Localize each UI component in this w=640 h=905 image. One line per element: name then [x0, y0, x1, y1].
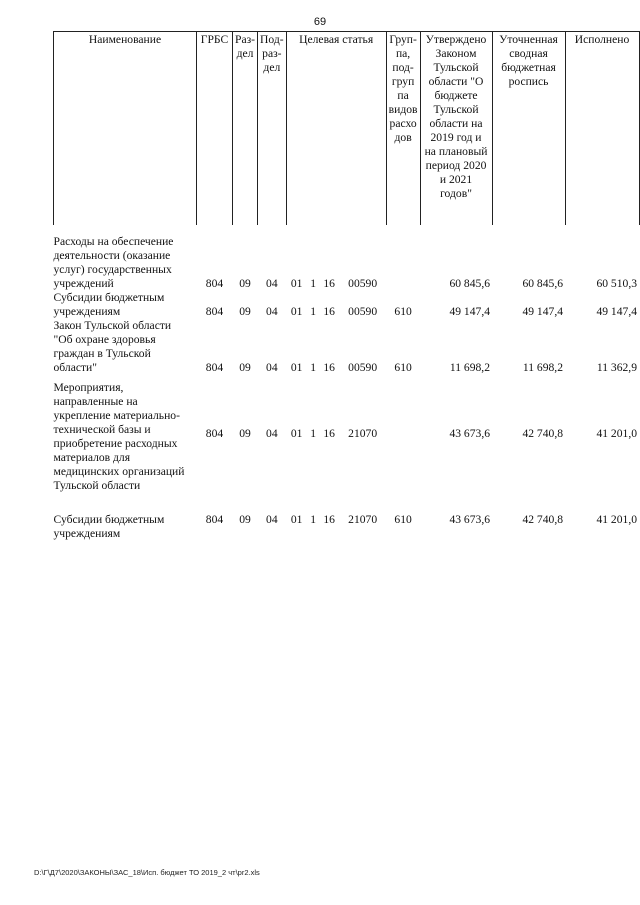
header-target-article: Целевая статья — [286, 32, 386, 226]
row-approved: 43 673,6 — [449, 513, 491, 526]
row-grbs: 804 — [205, 427, 224, 440]
row-podrazdel: 04 — [266, 305, 278, 318]
row-name: Мероприятия, направленные на укрепление материально-технической базы и приобретение расходных материалов для медицинских организаций Тульской области — [53, 381, 185, 492]
row-target-2: 1 — [310, 361, 317, 374]
row-podrazdel: 04 — [266, 277, 278, 290]
file-path-footer: D:\Г\Д7\2020\ЗАКОНЫ\ЗАС_18\Исп. бюджет ТО 2019_2 чт\pr2.xls — [34, 868, 260, 877]
row-podrazdel: 04 — [266, 513, 278, 526]
row-executed: 11 362,9 — [596, 361, 638, 374]
row-approved: 49 147,4 — [449, 305, 491, 318]
row-razdel: 09 — [239, 277, 251, 290]
row-group — [386, 235, 420, 291]
row-target-3: 16 — [323, 277, 335, 290]
row-executed: 60 510,3 — [596, 277, 638, 290]
table-row — [54, 513, 640, 541]
row-executed: 49 147,4 — [596, 305, 638, 318]
row-group: 610 — [394, 513, 412, 526]
row-target-4: 00590 — [348, 277, 378, 290]
row-target-3: 16 — [323, 305, 335, 318]
row-target-2: 1 — [310, 513, 317, 526]
header-name: Наименование — [54, 32, 197, 226]
row-name: Расходы на обеспечение деятельности (оказание услуг) государственных учреждений — [53, 235, 174, 290]
row-target-4: 00590 — [348, 305, 378, 318]
table-row — [54, 291, 640, 319]
row-refined: 49 147,4 — [522, 305, 564, 318]
row-name: Субсидии бюджетным учреждениям — [53, 291, 165, 318]
header-row — [54, 32, 640, 226]
row-approved: 43 673,6 — [449, 427, 491, 440]
row-refined: 42 740,8 — [522, 427, 564, 440]
header-razdel: Раз- дел — [233, 32, 258, 226]
row-grbs: 804 — [205, 277, 224, 290]
budget-table — [53, 31, 640, 541]
row-refined: 60 845,6 — [522, 277, 564, 290]
row-target-1: 01 — [290, 277, 303, 290]
row-name: Закон Тульской области "Об охране здоровья граждан в Тульской области" — [53, 319, 172, 374]
table-row — [54, 235, 640, 291]
row-target-3: 16 — [323, 427, 335, 440]
row-refined: 11 698,2 — [522, 361, 564, 374]
row-group — [386, 375, 420, 493]
row-target-3: 16 — [323, 361, 335, 374]
row-name: Субсидии бюджетным учреждениям — [53, 513, 165, 540]
row-razdel: 09 — [239, 305, 251, 318]
row-grbs: 804 — [205, 305, 224, 318]
header-podrazdel: Под- раз- дел — [258, 32, 287, 226]
row-target-1: 01 — [290, 305, 303, 318]
row-podrazdel: 04 — [266, 361, 278, 374]
row-group: 610 — [394, 361, 412, 374]
row-razdel: 09 — [239, 427, 251, 440]
page-number: 69 — [313, 16, 327, 28]
row-approved: 11 698,2 — [449, 361, 491, 374]
row-target-2: 1 — [310, 305, 317, 318]
table-row — [54, 375, 640, 493]
row-target-4: 21070 — [348, 427, 378, 440]
header-group: Груп- па, под- груп па видов расхо дов — [386, 32, 420, 226]
row-target-2: 1 — [310, 277, 317, 290]
table-row — [54, 319, 640, 375]
row-grbs: 804 — [205, 513, 224, 526]
row-approved: 60 845,6 — [449, 277, 491, 290]
row-target-1: 01 — [290, 361, 303, 374]
row-target-4: 00590 — [348, 361, 378, 374]
row-razdel: 09 — [239, 513, 251, 526]
header-approved: Утверждено Законом Тульской области "О бюджете Тульской области на 2019 год и на плановый период 2020 и 2021 годов" — [420, 32, 492, 226]
row-target-1: 01 — [290, 427, 303, 440]
row-executed: 41 201,0 — [596, 427, 638, 440]
row-refined: 42 740,8 — [522, 513, 564, 526]
row-group: 610 — [394, 305, 412, 318]
row-target-3: 16 — [323, 513, 335, 526]
header-grbs: ГРБС — [197, 32, 233, 226]
row-grbs: 804 — [205, 361, 224, 374]
row-podrazdel: 04 — [266, 427, 278, 440]
row-target-1: 01 — [290, 513, 303, 526]
row-target-4: 21070 — [348, 513, 378, 526]
header-refined: Уточненная сводная бюджетная роспись — [492, 32, 565, 226]
row-razdel: 09 — [239, 361, 251, 374]
row-target-2: 1 — [310, 427, 317, 440]
row-executed: 41 201,0 — [596, 513, 638, 526]
header-executed: Исполнено — [565, 32, 639, 226]
